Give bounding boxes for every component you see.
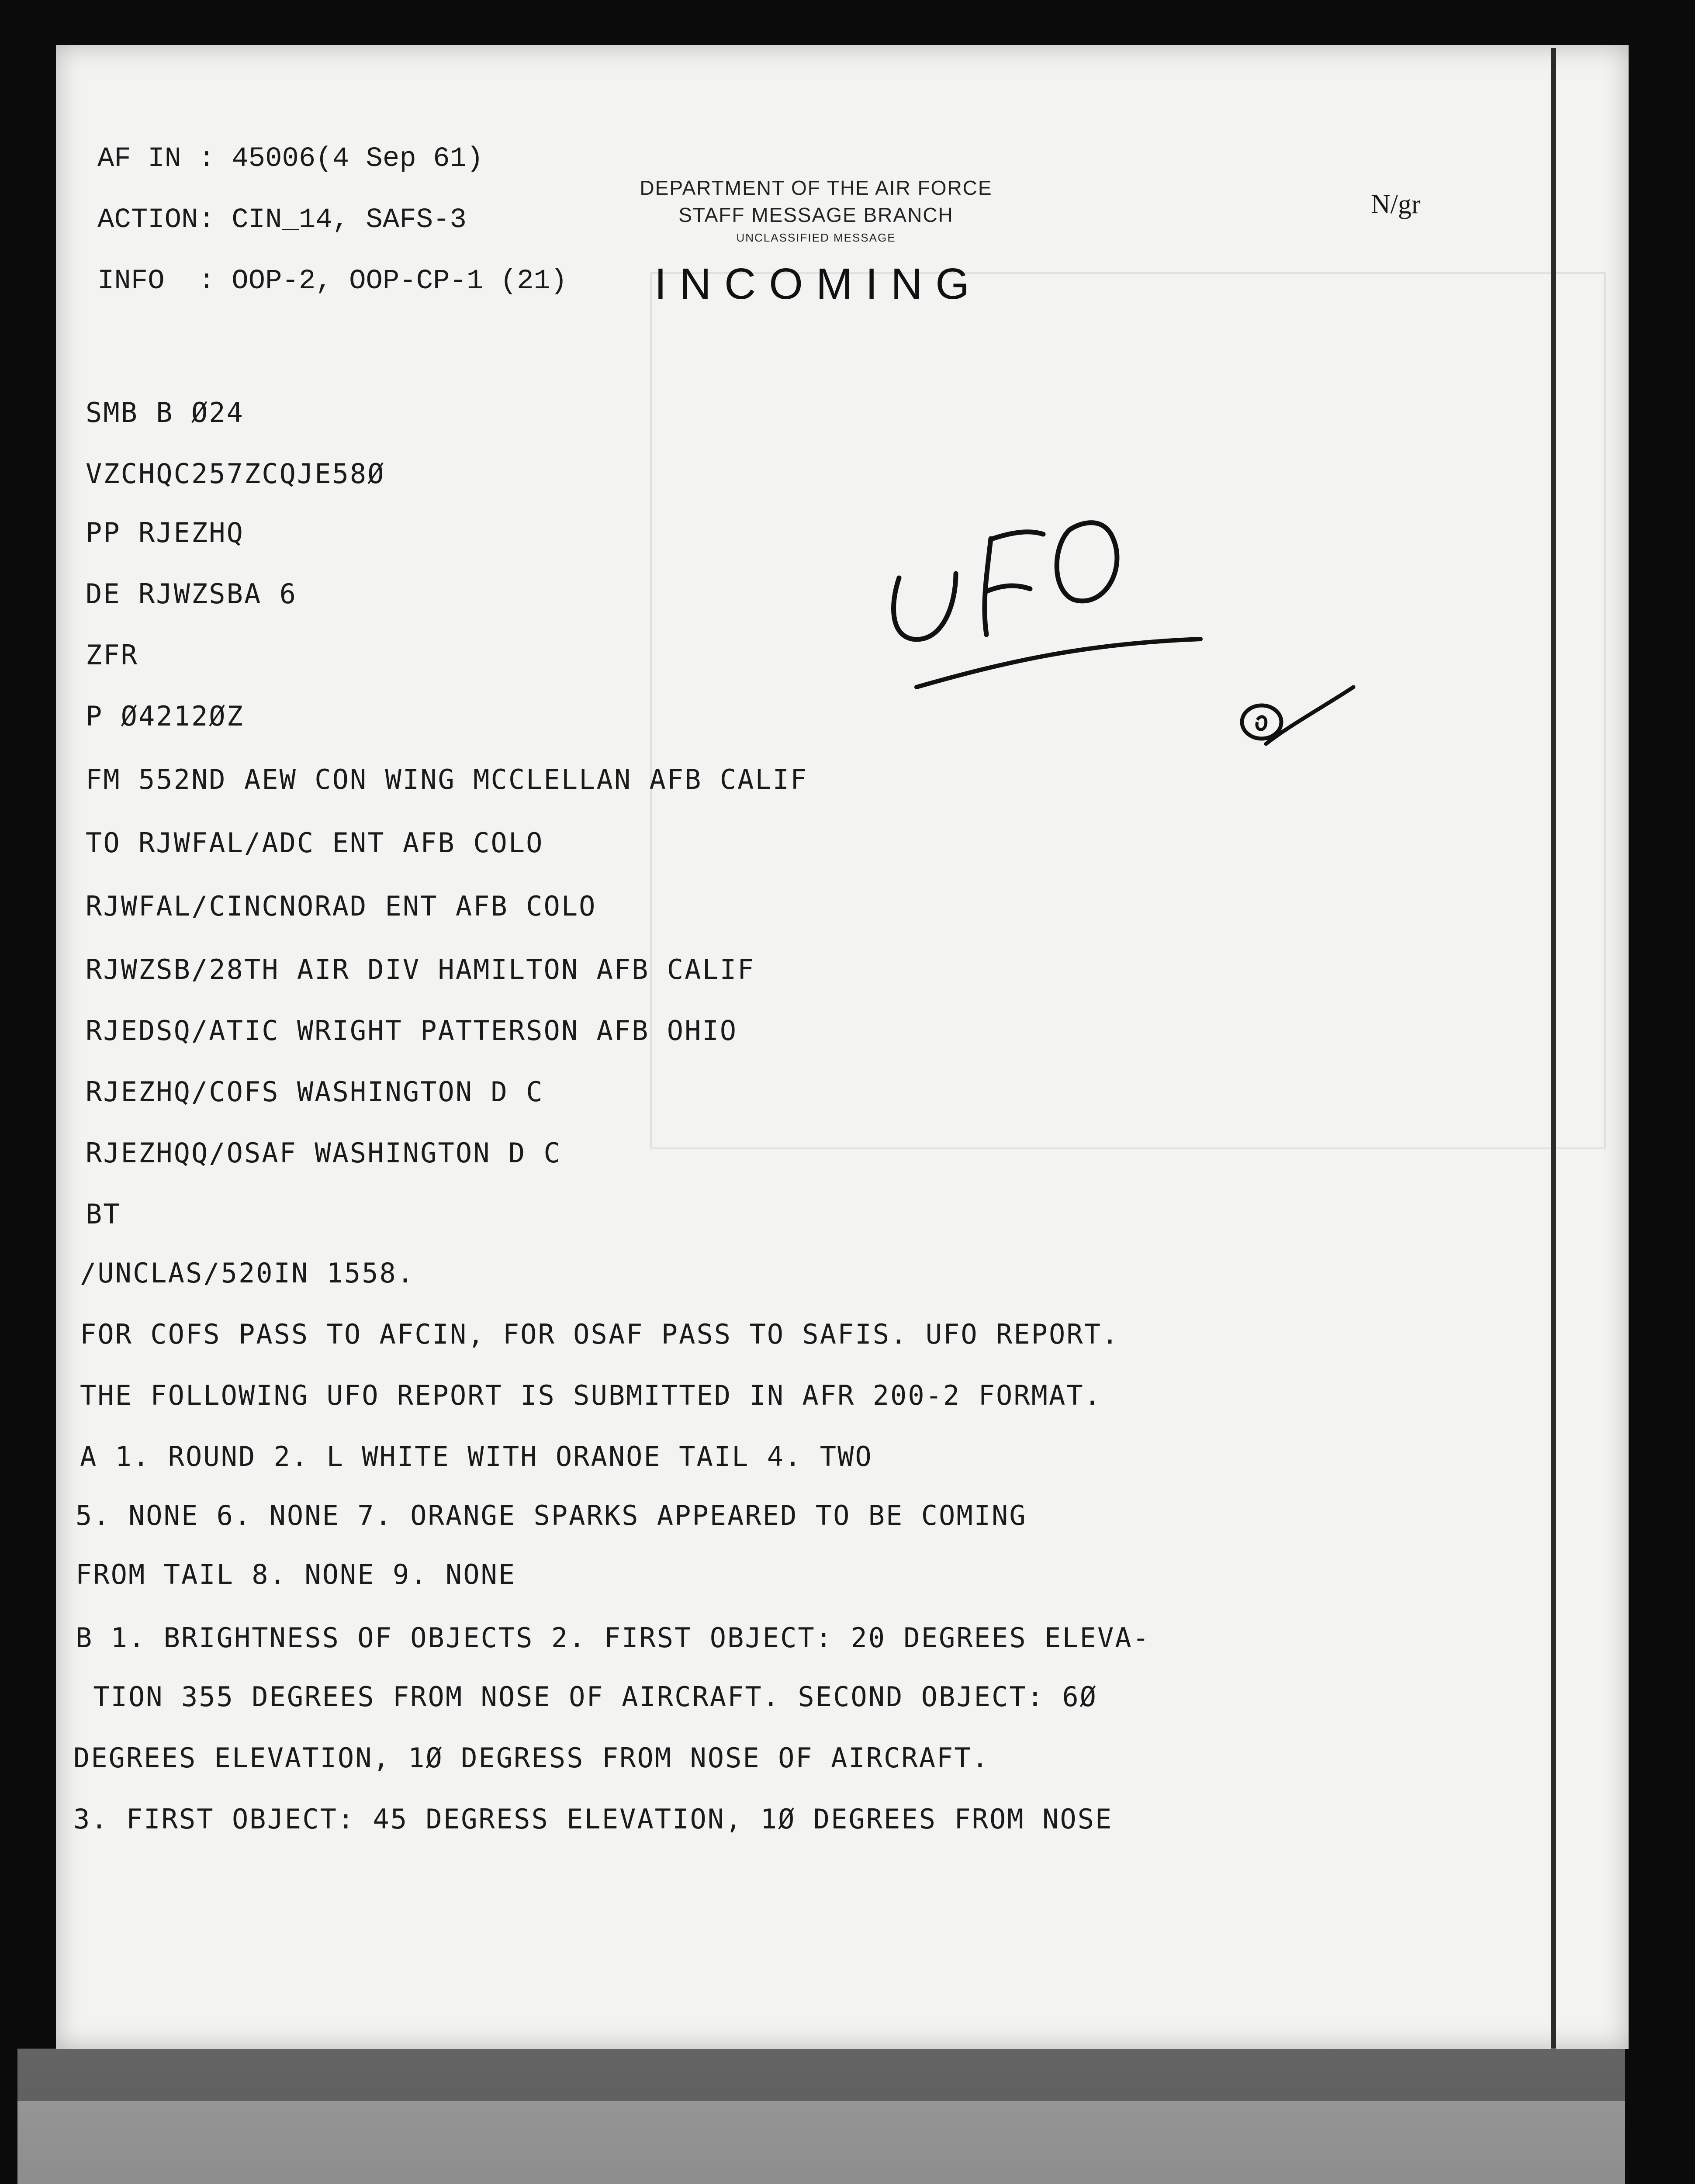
message-line: DEGREES ELEVATION, 1Ø DEGRESS FROM NOSE OF AIRCRAFT. — [73, 1742, 990, 1774]
info-line: INFO : OOP-2, OOP-CP-1 (21) — [97, 266, 567, 297]
message-line: A 1. ROUND 2. L WHITE WITH ORANOE TAIL 4. TWO — [80, 1441, 873, 1472]
message-line: PP RJEZHQ — [86, 517, 244, 549]
dept-name: DEPARTMENT OF THE AIR FORCE — [640, 176, 993, 199]
message-line: 5. NONE 6. NONE 7. ORANGE SPARKS APPEARED TO BE COMING — [76, 1500, 1027, 1531]
classification-label: UNCLASSIFIED MESSAGE — [736, 231, 896, 244]
message-line: RJEDSQ/ATIC WRIGHT PATTERSON AFB OHIO — [86, 1015, 738, 1047]
sheet-edge-shadow — [1551, 48, 1556, 2049]
message-line: RJWZSB/28TH AIR DIV HAMILTON AFB CALIF — [86, 954, 755, 985]
message-line: SMB B Ø24 — [86, 397, 244, 429]
message-line: /UNCLAS/520IN 1558. — [80, 1257, 415, 1289]
message-line: FM 552ND AEW CON WING MCCLELLAN AFB CALIF — [86, 764, 808, 795]
message-line: FROM TAIL 8. NONE 9. NONE — [76, 1559, 516, 1590]
department-header — [628, 176, 1004, 245]
message-line: DE RJWZSBA 6 — [86, 578, 297, 610]
message-line: THE FOLLOWING UFO REPORT IS SUBMITTED IN AFR 200-2 FORMAT. — [80, 1379, 1102, 1411]
message-line: P Ø4212ØZ — [86, 700, 244, 732]
message-line: TO RJWFAL/ADC ENT AFB COLO — [86, 827, 544, 859]
message-line: RJWFAL/CINCNORAD ENT AFB COLO — [86, 890, 597, 922]
message-sheet — [56, 45, 1629, 2049]
initials: N/gr — [1371, 190, 1421, 219]
branch-name: STAFF MESSAGE BRANCH — [678, 204, 954, 226]
message-line: RJEZHQ/COFS WASHINGTON D C — [86, 1076, 544, 1108]
message-line: 3. FIRST OBJECT: 45 DEGRESS ELEVATION, 1Ø DEGREES FROM NOSE — [73, 1803, 1113, 1835]
message-line: RJEZHQQ/OSAF WASHINGTON D C — [86, 1137, 561, 1169]
message-line: FOR COFS PASS TO AFCIN, FOR OSAF PASS TO SAFIS. UFO REPORT. — [80, 1318, 1120, 1350]
action-line: ACTION: CIN_14, SAFS-3 — [97, 204, 467, 236]
incoming-title: INCOMING — [654, 259, 983, 308]
sheet-shadow — [17, 2049, 1625, 2101]
message-line: ZFR — [86, 639, 138, 671]
handwritten-ufo-annotation — [825, 460, 1458, 801]
message-line: VZCHQC257ZCQJE58Ø — [86, 458, 385, 490]
af-in-line: AF IN : 45006(4 Sep 61) — [97, 143, 484, 175]
message-line: TION 355 DEGREES FROM NOSE OF AIRCRAFT. SECOND OBJECT: 6Ø — [76, 1681, 1097, 1713]
message-line: BT — [86, 1198, 121, 1230]
message-line: B 1. BRIGHTNESS OF OBJECTS 2. FIRST OBJECT: 20 DEGREES ELEVA- — [76, 1622, 1150, 1654]
